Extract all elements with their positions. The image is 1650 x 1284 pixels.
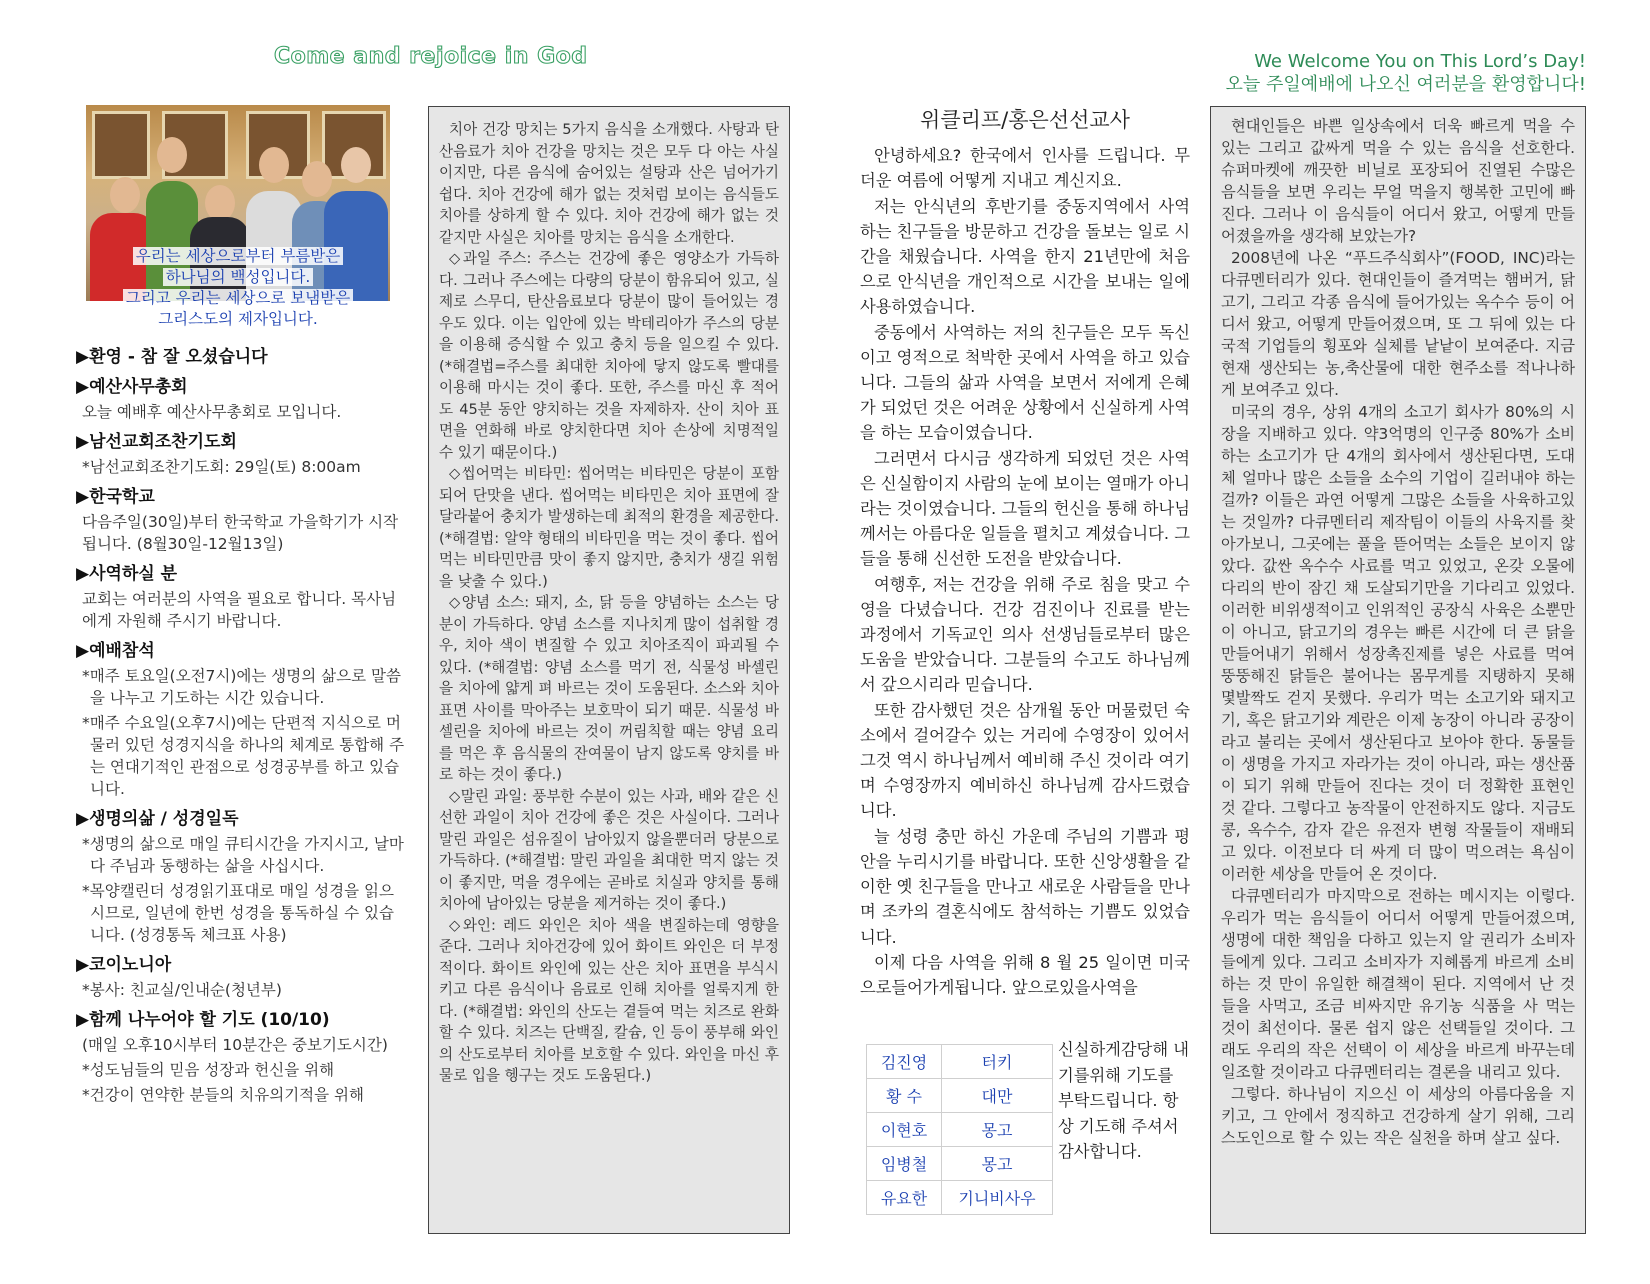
qt-item: *생명의 삶으로 매일 큐티시간을 가지시고, 날마다 주님과 동행하는 삶을 사십시다. (82, 835, 404, 875)
missionary-letter (860, 108, 1190, 1000)
missionary-country: 기니비사우 (942, 1181, 1053, 1215)
missionary-name: 이현호 (867, 1113, 942, 1147)
prayer-item: *성도님들의 믿음 성장과 헌신을 위해 (82, 1061, 335, 1079)
worship-heading: ▶예배참석 (76, 641, 155, 661)
article-paragraph: 다큐멘터리가 마지막으로 전하는 메시지는 이렇다. 우리가 먹는 음식들이 어디서 어떻게 만들어졌으며, 생명에 대한 책임을 다하고 있는지 알 권리가 소비자들에게 있다. 그리고 소비자가 지혜롭게 바르게 소비하는 것 만이 유일한 해결책이 된다. 지역에서 난 것들을 사먹고, 조금 비싸지만 유기농 식품을 사 먹는 것이 최선이다. 물론 쉽지 않은 선택들일 것이다. 그래도 우리의 작은 선택이 이 세상을 바르게 바꾸는데 일조할 것이라고 다큐멘터리는 결론을 내리고 있다. (1221, 887, 1575, 1081)
dental-health-article (428, 106, 790, 1234)
qt-heading: ▶생명의삶 / 성경일독 (76, 809, 239, 829)
header-left-title: Come and rejoice in God (274, 44, 588, 69)
table-row (867, 1079, 1053, 1113)
table-row (867, 1181, 1053, 1215)
missionary-country: 대만 (942, 1079, 1053, 1113)
letter-paragraph: 안녕하세요? 한국에서 인사를 드립니다. 무더운 여름에 어떻게 지내고 계신지요. (860, 146, 1190, 191)
article-paragraph: 치아 건강 망치는 5가지 음식을 소개했다. 사탕과 탄산음료가 치아 건강을 망치는 것은 모두 다 아는 사실이지만, 다른 음식에 숨어있는 설탕과 산은 넘어가기 쉽다. 치아 건강에 해가 없는 것처럼 보이는 음식들도 치아를 상하게 할 수 있다. 치아 건강에 해가 없는 것 같지만 사실은 치아를 망치는 음식을 소개한다. (439, 121, 779, 246)
letter-paragraph: 여행후, 저는 건강을 위해 주로 침을 맞고 수영을 다녔습니다. 건강 검진이나 진료를 받는 과정에서 기독교인 의사 선생님들로부터 많은 도움을 받았습니다. 그분들의 수고도 하나님께서 갚으시리라 믿습니다. (860, 574, 1190, 695)
article-paragraph: ◇말린 과일: 풍부한 수분이 있는 사과, 배와 같은 신선한 과일이 치아 건강에 좋은 것은 사실이다. 그러나 말린 과일은 섬유질이 남아있지 않을뿐더러 당분으로 가득하다. (*해결법: 말린 과일을 최대한 먹지 않는 것이 좋지만, 먹을 경우에는 곧바로 치실과 양치를 통해 치아에 남아있는 당분을 제거하는 것이 좋다.) (439, 787, 779, 912)
prayer-meeting-heading: ▶남선교회조찬기도회 (76, 432, 237, 452)
caption-line: 그리스도의 제자입니다. (155, 310, 321, 328)
announcements (76, 346, 406, 1109)
worship-item: *매주 토요일(오전7시)에는 생명의 삶으로 말씀을 나누고 기도하는 시간 있습니다. (82, 667, 401, 707)
photo-caption (86, 246, 390, 330)
letter-paragraph: 늘 성령 충만 하신 가운데 주님의 기쁨과 평안을 누리시기를 바랍니다. 또한 신앙생활을 같이한 옛 친구들을 만나고 새로운 사람들을 만나며 조카의 결혼식에도 참석하는 기쁨도 있었습니다. (860, 826, 1190, 947)
ministry-text: 교회는 여러분의 사역을 필요로 합니다. 목사님에게 자원해 주시기 바랍니다. (82, 590, 397, 630)
article-paragraph: 2008년에 나온 “푸드주식회사”(FOOD, INC)라는 다큐멘터리가 있다. 현대인들이 즐겨먹는 햄버거, 닭고기, 그리고 각종 음식에 들어가있는 옥수수 등이 어디서 왔고, 어떻게 만들어졌으며, 또 그 뒤에 있는 다국적 기업들의 횡포와 실체를 낱낱이 보여준다. 지금 현재 생산되는 농,축산물에 대한 현주소를 적나나하게 보여주고 있다. (1221, 249, 1575, 399)
missionary-country: 몽고 (942, 1147, 1053, 1181)
budget-text: 오늘 예배후 예산사무총회로 모입니다. (82, 403, 342, 421)
qt-item: *목양캘린더 성경읽기표대로 매일 성경을 읽으시므로, 일년에 한번 성경을 통독하실 수 있습니다. (성경통독 체크표 사용) (82, 882, 395, 944)
table-row (867, 1147, 1053, 1181)
article-paragraph: 현대인들은 바쁜 일상속에서 더욱 빠르게 먹을 수 있는 그리고 값싸게 먹을 수 있는 음식을 선호한다. 슈퍼마켓에 깨끗한 비닐로 포장되어 진열된 수많은 음식들을 보면 우리는 무얼 먹을지 행복한 고민에 빠진다. 그러나 이 음식들이 어디서 왔고, 어떻게 만들어졌을까을 생각해 보았는가? (1221, 117, 1575, 245)
article-paragraph: ◇와인: 레드 와인은 치아 색을 변질하는데 영향을 준다. 그러나 치아건강에 있어 화이트 와인은 더 부정적이다. 화이트 와인에 있는 산은 치아 표면을 부식시키고 다른 음식이나 음료로 인해 치아를 얼룩지게 한다. (*해결법: 와인의 산도는 곁들여 먹는 치즈로 완화할 수 있다. 치즈는 단백질, 칼슘, 인 등이 풍부해 와인의 산도로부터 치아를 보호할 수 있다. 와인을 마신 후 물로 입을 헹구는 것도 도움된다.) (439, 916, 779, 1084)
welcome-english: We Welcome You on This Lord’s Day! (1254, 51, 1586, 72)
caption-line: 그리고 우리는 세상으로 보냄받은 (123, 289, 353, 307)
worship-item: *매주 수요일(오후7시)에는 단편적 지식으로 머물러 있던 성경지식을 하나의 체계로 통합해 주는 연대기적인 관점으로 성경공부를 하고 있습니다. (82, 714, 405, 798)
missionary-country: 몽고 (942, 1113, 1053, 1147)
article-paragraph: ◇양념 소스: 돼지, 소, 닭 등을 양념하는 소스는 당분이 가득하다. 양념 소스를 지나치게 많이 섭취할 경우, 치아 색이 변질할 수 있고 치아조직이 파괴될 수 있다. (*해결법: 양념 소스를 먹기 전, 식물성 바셀린을 치아에 얇게 펴 바르는 것이 도움된다. 소스와 치아표면 사이를 막아주는 보호막이 되기 때문. 식물성 바셀린을 치아에 바르는 것이 꺼림칙할 때는 양념 요리를 먹은 후 음식물의 잔여물이 남지 않도록 양치를 바로 하는 것이 좋다.) (439, 594, 779, 783)
welcome-heading: ▶환영 - 참 잘 오셨습니다 (76, 347, 268, 367)
letter-paragraph: 저는 안식년의 후반기를 중동지역에서 사역하는 친구들을 방문하고 건강을 돌보는 일로 시간을 채웠습니다. 사역을 한지 21년만에 처음으로 안식년을 개인적으로 시간을 보내는 일에 사용하였습니다. (860, 196, 1190, 317)
prayer-heading: ▶함께 나누어야 할 기도 (10/10) (76, 1010, 330, 1030)
letter-closing: 신실하게감당해 내기를위해 기도를 부탁드립니다. 항상 기도해 주셔서 감사합니다. (1058, 1040, 1189, 1161)
missionary-name: 유요한 (867, 1181, 942, 1215)
missionary-name: 황 수 (867, 1079, 942, 1113)
prayer-item: *건강이 연약한 분들의 치유의기적을 위해 (82, 1086, 365, 1104)
letter-paragraph: 또한 감사했던 것은 삼개월 동안 머물렀던 숙소에서 걸어갈수 있는 거리에 수영장이 있어서 그것 역시 하나님께서 예비해 주신 것이라 여기며 수영장까지 예비하신 하나님께 감사드렸습니다. (860, 700, 1190, 821)
article-paragraph: 미국의 경우, 상위 4개의 소고기 회사가 80%의 시장을 지배하고 있다. 약3억명의 인구중 80%가 소비하는 소고기가 단 4개의 회사에서 생산된다면, 도대체 얼마나 많은 소들을 소수의 기업이 길러내야 하는걸까? 이들은 과연 어떻게 그많은 소들을 사육하고있는 것일까? 다큐멘터리 제작팀이 이들의 사육지를 찾아가보니, 그곳에는 풀을 뜯어먹는 소들은 보이지 않았다. 값싼 옥수수 사료를 먹고 있었고, 온갖 오물에 다리의 반이 잠긴 채 도살되기만을 기다리고 있었다. 이러한 비위생적이고 인위적인 공장식 사육은 소뿐만이 아니고, 닭고기의 경우는 빠른 시간에 더 큰 닭을 만들어내기 위해서 성장촉진제를 넣은 사료를 먹여 뚱뚱해진 닭들은 불어나는 몸무게를 지탱하지 못해 몇발짝도 걷지 못했다. 우리가 먹는 소고기와 돼지고기, 혹은 닭고기와 계란은 이제 농장이 아니라 공장이라고 불리는 곳에서 생산된다고 보아야 한다. 동물들이 생명을 가지고 자라가는 것이 아니라, 파는 생산품이 되기 위해 만들어 진다는 것이 더 정확한 표현인 것 같다. 그렇다고 농작물이 안전하지도 않다. 지금도 콩, 옥수수, 감자 같은 유전자 변형 작물들이 재배되고 있다. 이전보다 더 싸게 더 많이 먹으려는 욕심이 이러한 세상을 만들어 온 것이다. (1221, 403, 1575, 883)
article-paragraph: 그렇다. 하나님이 지으신 이 세상의 아름다움을 지키고, 그 안에서 정직하고 건강하게 살기 위해, 그리스도인으로 할 수 있는 작은 실천을 하며 살고 싶다. (1221, 1085, 1575, 1147)
food-article (1210, 106, 1586, 1234)
missionary-country: 터키 (942, 1045, 1053, 1079)
welcome-korean: 오늘 주일예배에 나오신 여러분을 환영합니다! (1225, 74, 1586, 95)
ministry-heading: ▶사역하실 분 (76, 564, 178, 584)
article-paragraph: ◇과일 주스: 주스는 건강에 좋은 영양소가 가득하다. 그러나 주스에는 다량의 당분이 함유되어 있고, 실제로 스무디, 탄산음료보다 당분이 많이 들어있는 경우도 있다. 이는 입안에 있는 박테리아가 주스의 당분을 이용해 증식할 수 있고 충치 등을 일으킬 수 있다. (*해결법=주스를 최대한 치아에 닿지 않도록 빨대를 이용해 마시는 것이 좋다. 또한, 주스를 마신 후 적어도 45분 동안 양치하는 것을 자제하자. 산이 치아 표면을 연화해 바로 양치한다면 치아 손상에 치명적일 수 있기 때문이다.) (439, 250, 779, 461)
koinonia-heading: ▶코이노니아 (76, 955, 172, 975)
korean-school-text: 다음주일(30일)부터 한국학교 가을학기가 시작됩니다. (8월30일-12월13일) (82, 513, 399, 553)
missionary-name: 임병철 (867, 1147, 942, 1181)
budget-heading: ▶예산사무총회 (76, 377, 188, 397)
caption-line: 하나님의 백성입니다. (163, 268, 314, 286)
prayer-meeting-text: *남선교회조찬기도회: 29일(토) 8:00am (82, 458, 361, 476)
missionary-name: 김진영 (867, 1045, 942, 1079)
article-paragraph: ◇씹어먹는 비타민: 씹어먹는 비타민은 당분이 포함되어 단맛을 낸다. 씹어먹는 비타민은 치아 표면에 잘 달라붙어 충치가 발생하는데 최적의 환경을 제공한다. (*해결법: 알약 형태의 비타민을 먹는 것이 좋다. 씹어먹는 비타민만큼 맛이 좋지 않지만, 충치가 생길 위험을 낮출 수 있다.) (439, 465, 779, 590)
letter-paragraph: 중동에서 사역하는 저의 친구들은 모두 독신이고 영적으로 척박한 곳에서 사역을 하고 있습니다. 그들의 삶과 사역을 보면서 저에게 은혜가 되었던 것은 어려운 상황에서 신실하게 사역을 하는 모습이였습니다. (860, 322, 1190, 443)
letter-paragraph: 이제 다음 사역을 위해 8 월 25 일이면 미국으로들어가게됩니다. 앞으로있을사역을 (860, 952, 1190, 997)
missionary-letter-title: 위클리프/홍은선선교사 (920, 108, 1130, 132)
table-row (867, 1045, 1053, 1079)
prayer-note: (매일 오후10시부터 10분간은 중보기도시간) (82, 1036, 388, 1054)
caption-line: 우리는 세상으로부터 부름받은 (133, 247, 344, 265)
letter-paragraph: 그러면서 다시금 생각하게 되었던 것은 사역은 신실함이지 사람의 눈에 보이는 열매가 아니라는 것이였습니다. 그들의 헌신을 통해 하나님께서는 아름다운 일들을 펼치고 계셨습니다. 그들을 통해 신선한 도전을 받았습니다. (860, 448, 1190, 569)
table-row (867, 1113, 1053, 1147)
header-welcome (1226, 50, 1586, 96)
korean-school-heading: ▶한국학교 (76, 487, 155, 507)
koinonia-text: *봉사: 친교실/인내순(청년부) (82, 981, 282, 999)
missionary-table (866, 1044, 1053, 1215)
